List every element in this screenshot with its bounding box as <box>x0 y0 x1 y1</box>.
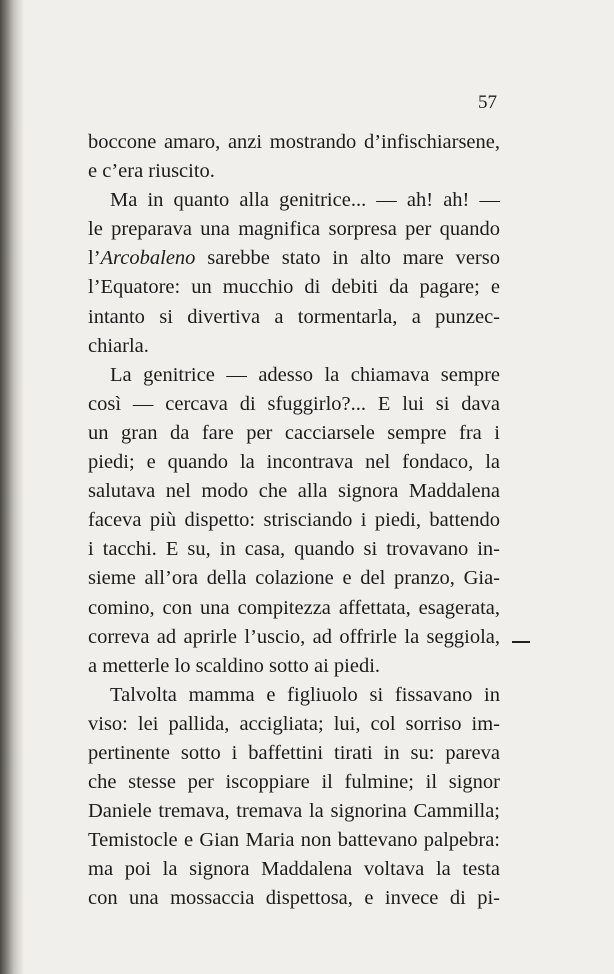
text-line: che stesse per iscoppiare il fulmine; il signor <box>88 771 500 794</box>
text-line: faceva più dispetto: strisciando i piedi, battendo <box>88 509 500 532</box>
text-line: le preparava una magnifica sorpresa per quando <box>88 218 500 241</box>
binding-shadow <box>0 0 24 974</box>
text-line: a metterle lo scaldino sotto ai piedi. <box>88 654 381 677</box>
page-number: 57 <box>478 92 497 113</box>
ship-name-italic: Arcobaleno <box>100 247 196 270</box>
text-line <box>88 244 500 273</box>
text-line: salutava nel modo che alla signora Maddalena <box>88 480 500 503</box>
text-line: Talvolta mamma e figliuolo si fissavano in <box>110 683 500 706</box>
text-line-prefix: l’ <box>88 247 101 270</box>
text-line: Temistocle e Gian Maria non battevano palpebra: <box>88 829 500 852</box>
text-line: correva ad aprirle l’uscio, ad offrirle la seggiola, <box>88 625 500 648</box>
text-line: i tacchi. E su, in casa, quando si trovavano in- <box>88 538 500 561</box>
text-line: piedi; e quando la incontrava nel fondaco, la <box>88 451 500 474</box>
text-line: con una mossaccia dispettosa, e invece di pi- <box>88 887 500 910</box>
text-line-suffix: sarebbe stato in alto mare verso <box>195 247 500 270</box>
text-line: chiarla. <box>88 334 149 357</box>
text-line: l’Equatore: un mucchio di debiti da pagare; e <box>88 276 500 299</box>
text-line: Daniele tremava, tremava la signorina Cammilla; <box>88 800 500 823</box>
text-line: sieme all’ora della colazione e del pranzo, Gia- <box>88 567 500 590</box>
text-line: ma poi la signora Maddalena voltava la testa <box>88 858 500 881</box>
paragraph <box>88 186 500 361</box>
text-line: e c’era riuscito. <box>88 160 215 183</box>
paragraph <box>88 361 500 681</box>
text-line: pertinente sotto i baffettini tirati in su: pareva <box>88 741 500 764</box>
text-line: così — cercava di sfuggirlo?... E lui si dava <box>88 392 500 415</box>
paragraph <box>88 128 500 186</box>
paragraph <box>88 681 500 914</box>
text-line: un gran da fare per cacciarsele sempre fra i <box>88 421 500 444</box>
text-line: Ma in quanto alla genitrice... — ah! ah! — <box>110 189 500 212</box>
text-line: La genitrice — adesso la chiamava sempre <box>110 363 500 386</box>
text-line: comino, con una compitezza affettata, esagerata, <box>88 596 500 619</box>
text-line: boccone amaro, anzi mostrando d’infischiarsene, <box>88 131 500 153</box>
text-line: intanto si divertiva a tormentarla, a punzec- <box>88 305 500 328</box>
margin-dash-mark <box>512 641 530 643</box>
body-text <box>88 128 500 914</box>
text-line: viso: lei pallida, accigliata; lui, col sorriso im- <box>88 712 500 735</box>
